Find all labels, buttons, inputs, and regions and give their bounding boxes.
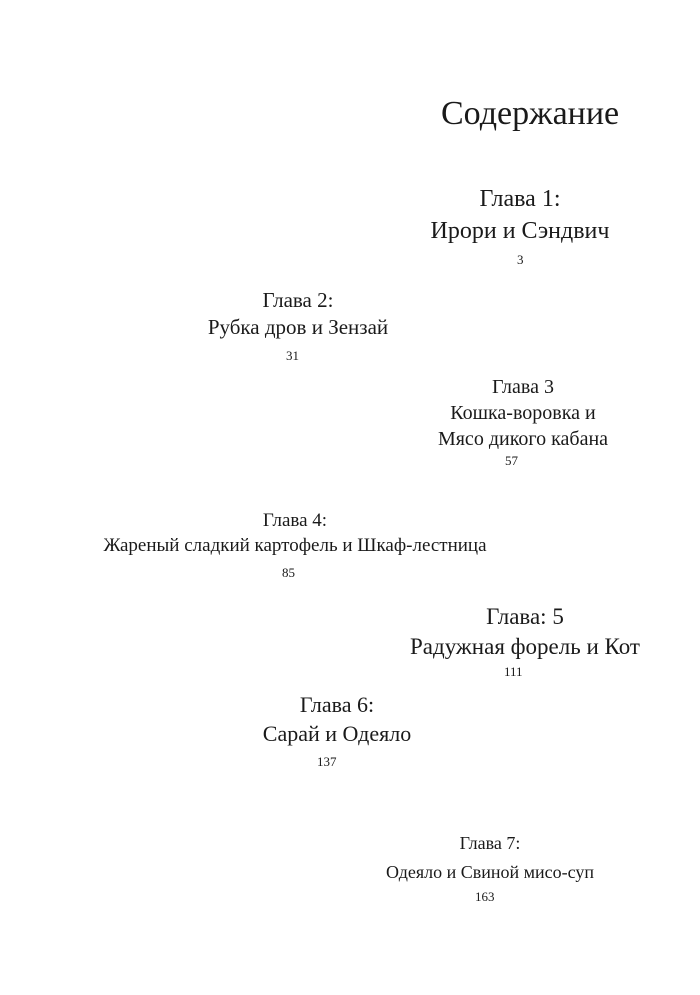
page-number: 163	[475, 889, 495, 904]
page-number: 111	[504, 664, 523, 679]
page-number: 31	[286, 348, 299, 363]
toc-entry-chapter-5	[380, 602, 670, 662]
chapter-title: Жареный сладкий картофель и Шкаф-лестница	[103, 535, 487, 556]
chapter-title-line-2: Мясо дикого кабана	[437, 428, 609, 450]
chapter-title: Рубка дров и Зензай	[207, 315, 389, 339]
toc-entry-chapter-1	[380, 183, 660, 247]
page-number: 85	[282, 565, 295, 580]
chapter-label: Глава 3	[492, 376, 554, 398]
chapter-label: Глава 1:	[479, 186, 561, 212]
toc-entry-chapter-2	[170, 287, 426, 341]
chapter-title: Одеяло и Свиной мисо-суп	[385, 862, 595, 882]
chapter-title: Радужная форель и Кот	[410, 634, 640, 659]
page-title: Содержание	[441, 95, 620, 132]
chapter-label: Глава 6:	[299, 692, 375, 717]
page-number: 3	[517, 252, 524, 267]
chapter-label: Глава 7:	[459, 833, 521, 853]
chapter-title: Ирори и Сэндвич	[430, 218, 610, 244]
toc-entry-chapter-6	[222, 690, 452, 748]
page-number: 57	[505, 453, 518, 468]
toc-entry-chapter-3	[400, 374, 646, 452]
toc-entry-chapter-7	[340, 829, 640, 887]
chapter-label: Глава 2:	[262, 288, 334, 312]
page-number: 137	[317, 754, 337, 769]
chapter-label: Глава: 5	[486, 604, 564, 629]
toc-entry-chapter-4	[60, 508, 530, 558]
chapter-title: Сарай и Одеяло	[262, 721, 412, 746]
chapter-title-line-1: Кошка-воровка и	[450, 402, 596, 424]
chapter-label: Глава 4:	[262, 510, 328, 531]
